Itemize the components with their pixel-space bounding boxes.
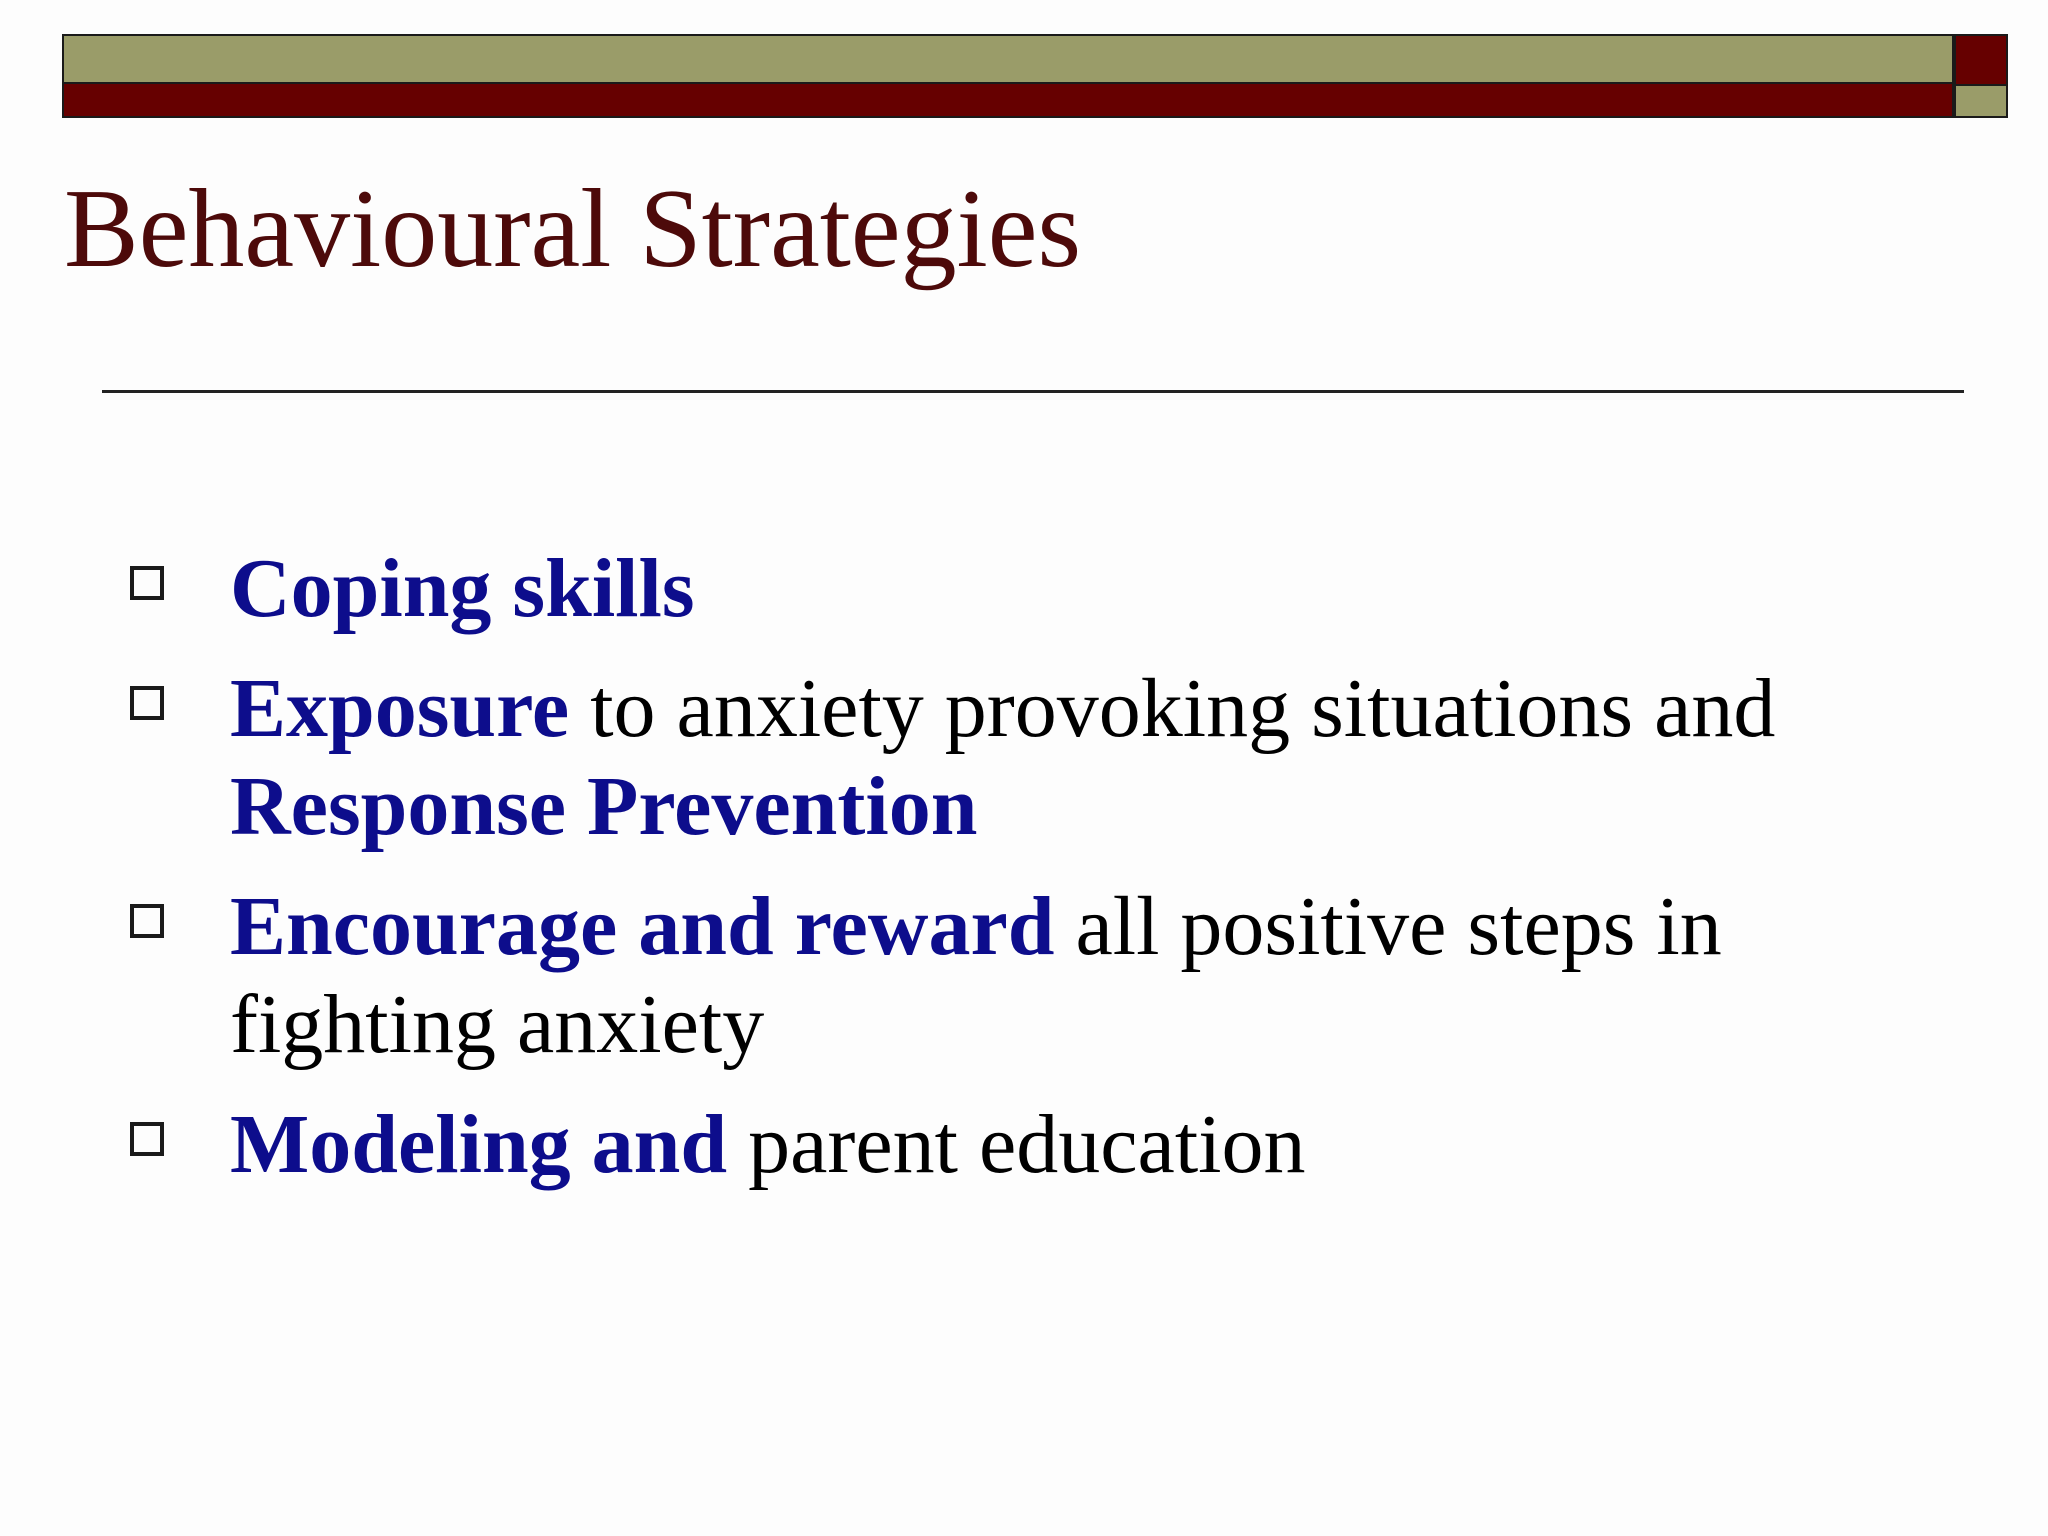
bullet-highlight: Encourage and reward <box>230 880 1055 973</box>
slide-title: Behavioural Strategies <box>64 167 1082 291</box>
bullet-item-coping-skills <box>130 540 1950 638</box>
hollow-square-icon <box>130 1122 164 1156</box>
header-corner-maroon <box>1954 34 2008 86</box>
bullet-text: all positive steps in fighting anxiety <box>230 880 1722 1071</box>
bullet-text: parent education <box>727 1098 1306 1191</box>
bullet-item-exposure <box>130 660 1950 856</box>
header-corner-olive <box>1954 86 2008 118</box>
bullet-text: to anxiety provoking situations and <box>569 662 1776 755</box>
title-divider <box>102 390 1964 393</box>
hollow-square-icon <box>130 566 164 600</box>
hollow-square-icon <box>130 904 164 938</box>
bullet-highlight: Coping skills <box>230 542 695 635</box>
bullet-item-encourage <box>130 878 1950 1074</box>
hollow-square-icon <box>130 686 164 720</box>
header-band-maroon <box>62 84 1954 118</box>
bullet-list <box>130 540 1950 1216</box>
bullet-item-modeling <box>130 1096 1950 1194</box>
bullet-highlight: Modeling and <box>230 1098 728 1191</box>
header-band-olive <box>62 34 1954 84</box>
bullet-highlight: Exposure <box>230 662 570 755</box>
bullet-highlight-secondary: Response Prevention <box>230 760 978 853</box>
